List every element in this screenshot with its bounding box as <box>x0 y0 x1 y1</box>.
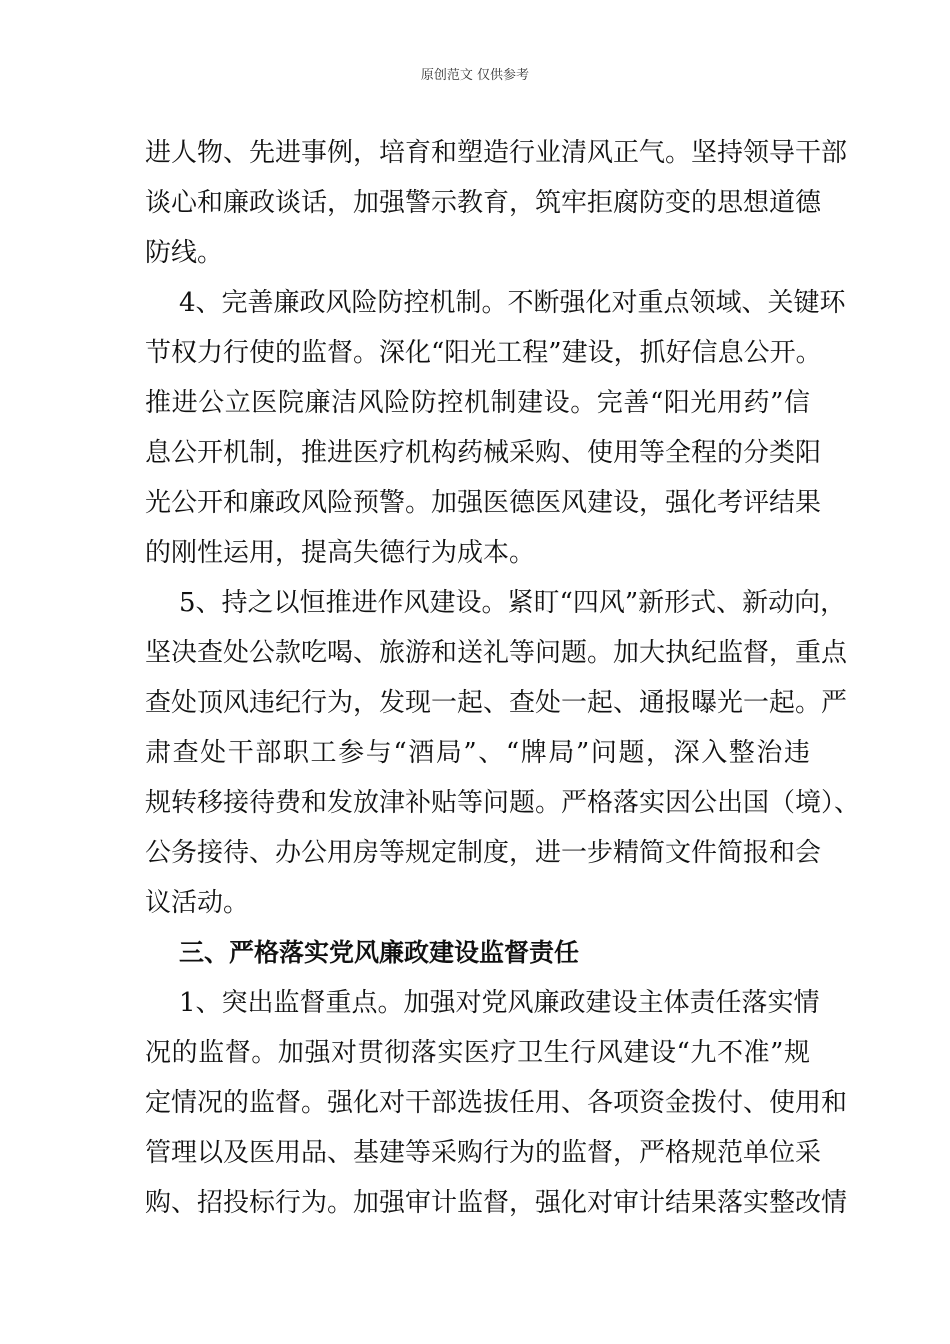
paragraph-line: 光公开和廉政风险预警。加强医德医风建设，强化考评结果 <box>145 488 822 518</box>
paragraph-line: 规转移接待费和发放津补贴等问题。严格落实因公出国（境）、 <box>145 788 861 818</box>
paragraph-line: 坚决查处公款吃喝、旅游和送礼等问题。加大执纪监督，重点 <box>145 638 848 668</box>
paragraph-line: 的刚性运用，提高失德行为成本。 <box>145 538 536 568</box>
document-body <box>145 128 861 1228</box>
paragraph-line: 查处顶风违纪行为，发现一起、查处一起、通报曝光一起。严 <box>145 688 848 718</box>
paragraph-line: 息公开机制，推进医疗机构药械采购、使用等全程的分类阳 <box>145 438 822 468</box>
paragraph-line: 节权力行使的监督。深化“阳光工程”建设，抓好信息公开。 <box>145 338 822 368</box>
paragraph-line: 购、招投标行为。加强审计监督，强化对审计结果落实整改情 <box>145 1188 848 1218</box>
paragraph-line: 1、突出监督重点。加强对党风廉政建设主体责任落实情 <box>179 988 820 1018</box>
paragraph-line: 议活动。 <box>145 888 250 918</box>
paragraph-line: 4、完善廉政风险防控机制。不断强化对重点领域、关键环 <box>179 288 846 318</box>
section-heading: 三、严格落实党风廉政建设监督责任 <box>179 938 580 967</box>
paragraph-line: 管理以及医用品、基建等采购行为的监督，严格规范单位采 <box>145 1138 822 1168</box>
page-header: 原创范文 仅供参考 <box>420 68 530 83</box>
paragraph-line: 肃查处干部职工参与“酒局”、“牌局”问题，深入整治违 <box>145 738 810 768</box>
paragraph-line: 推进公立医院廉洁风险防控机制建设。完善“阳光用药”信 <box>145 388 810 418</box>
paragraph-line: 5、持之以恒推进作风建设。紧盯“四风”新形式、新动向， <box>179 588 847 618</box>
paragraph-line: 公务接待、办公用房等规定制度，进一步精简文件简报和会 <box>145 838 822 868</box>
paragraph-line: 谈心和廉政谈话，加强警示教育，筑牢拒腐防变的思想道德 <box>145 188 822 218</box>
paragraph-line: 防线。 <box>145 238 224 268</box>
paragraph-line: 定情况的监督。强化对干部选拔任用、各项资金拨付、使用和 <box>145 1088 848 1118</box>
paragraph-line: 况的监督。加强对贯彻落实医疗卫生行风建设“九不准”规 <box>145 1038 810 1068</box>
paragraph-line: 进人物、先进事例，培育和塑造行业清风正气。坚持领导干部 <box>145 138 848 168</box>
